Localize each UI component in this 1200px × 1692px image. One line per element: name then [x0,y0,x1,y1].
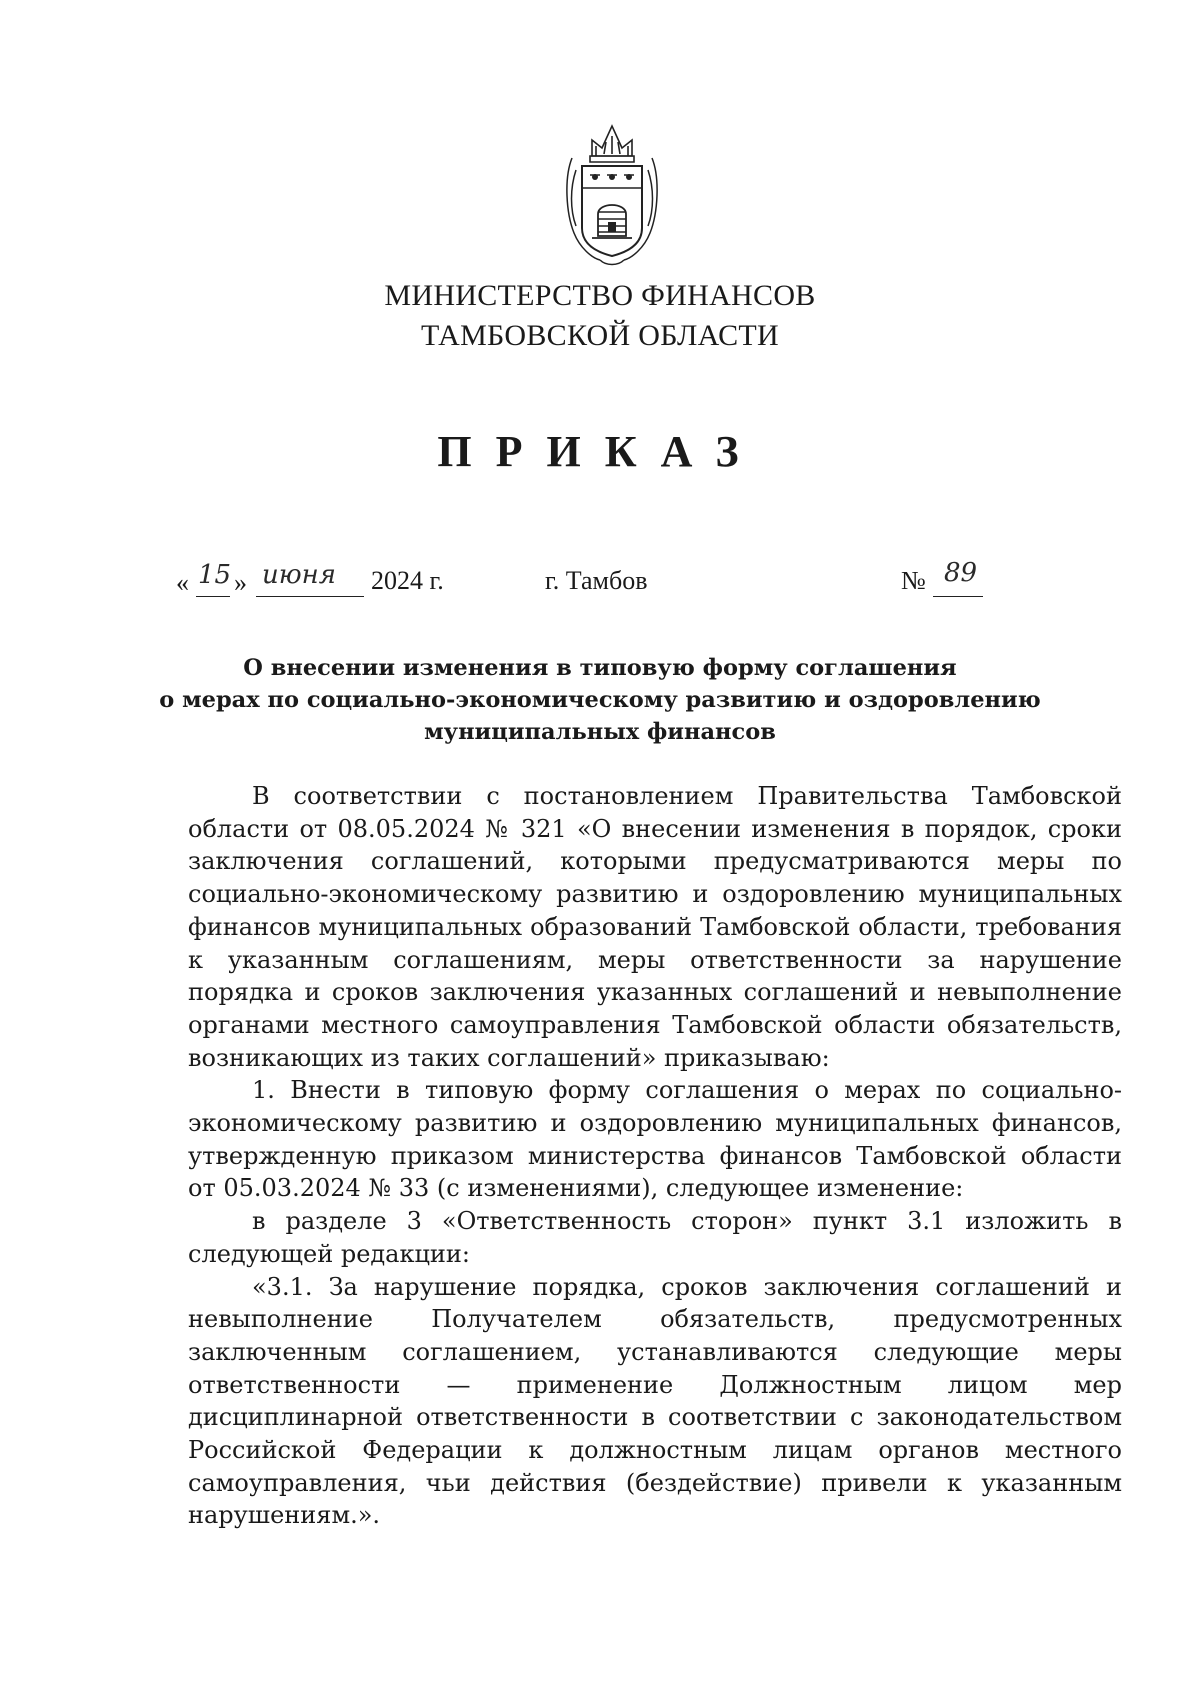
ministry-name-line1: МИНИСТЕРСТВО ФИНАНСОВ [384,279,816,312]
document-body [188,780,1122,1532]
document-title-line1: О внесении изменения в типовую форму соглашения [243,655,957,681]
city-name: г. Тамбов [545,566,648,595]
order-number-value: 89 [944,558,978,588]
date-year: 2024 г. [371,566,444,595]
date-close-quote: » [234,568,247,597]
coat-of-arms-emblem [562,118,662,268]
ministry-name-line2: ТАМБОВСКОЙ ОБЛАСТИ [420,319,780,352]
date-month-underline [256,596,364,597]
date-open-quote: « [176,568,189,597]
document-type-title: ПРИКАЗ [437,427,763,476]
body-paragraph-section-3: в разделе 3 «Ответственность сторон» пункт 3.1 изложить в следующей редакции: [188,1207,1122,1268]
document-title-line3: муниципальных финансов [424,719,776,745]
order-number-label: № [901,566,926,595]
date-day-underline [196,596,230,597]
date-month: июня [262,560,336,590]
body-paragraph-item-1: 1. Внести в типовую форму соглашения о мерах по социально-экономическому развитию и оздоровлению муниципальных финансов, утвержденную приказом министерства финансов Тамбовской области от 05.03.2024 № 33 (с изменениями), следующее изменение: [188,1076,1122,1203]
body-paragraph-preamble: В соответствии с постановлением Правительства Тамбовской области от 08.05.2024 № 321 «О внесении изменения в порядок, сроки заключения соглашений, которыми предусматриваются меры по социально-экономическому развитию и оздоровлению муниципальных финансов муниципальных образований Тамбовской области, требования к указанным соглашениям, меры ответственности за нарушение порядка и сроков заключения указанных соглашений и невыполнение органами местного самоуправления Тамбовской области обязательств, возникающих из таких соглашений» приказываю: [188,782,1122,1072]
date-day: 15 [198,560,232,590]
body-paragraph-clause-3-1: «3.1. За нарушение порядка, сроков заключения соглашений и невыполнение Получателем обязательств, предусмотренных заключенным соглашением, устанавливаются следующие меры ответственности — применение Должностным лицом мер дисциплинарной ответственности в соответствии с законодательством Российской Федерации к должностным лицам органов местного самоуправления, чьи действия (бездействие) привели к указанным нарушениям.». [188,1272,1122,1530]
document-title-line2: о мерах по социально-экономическому развитию и оздоровлению [159,687,1041,713]
order-number-underline [933,596,983,597]
